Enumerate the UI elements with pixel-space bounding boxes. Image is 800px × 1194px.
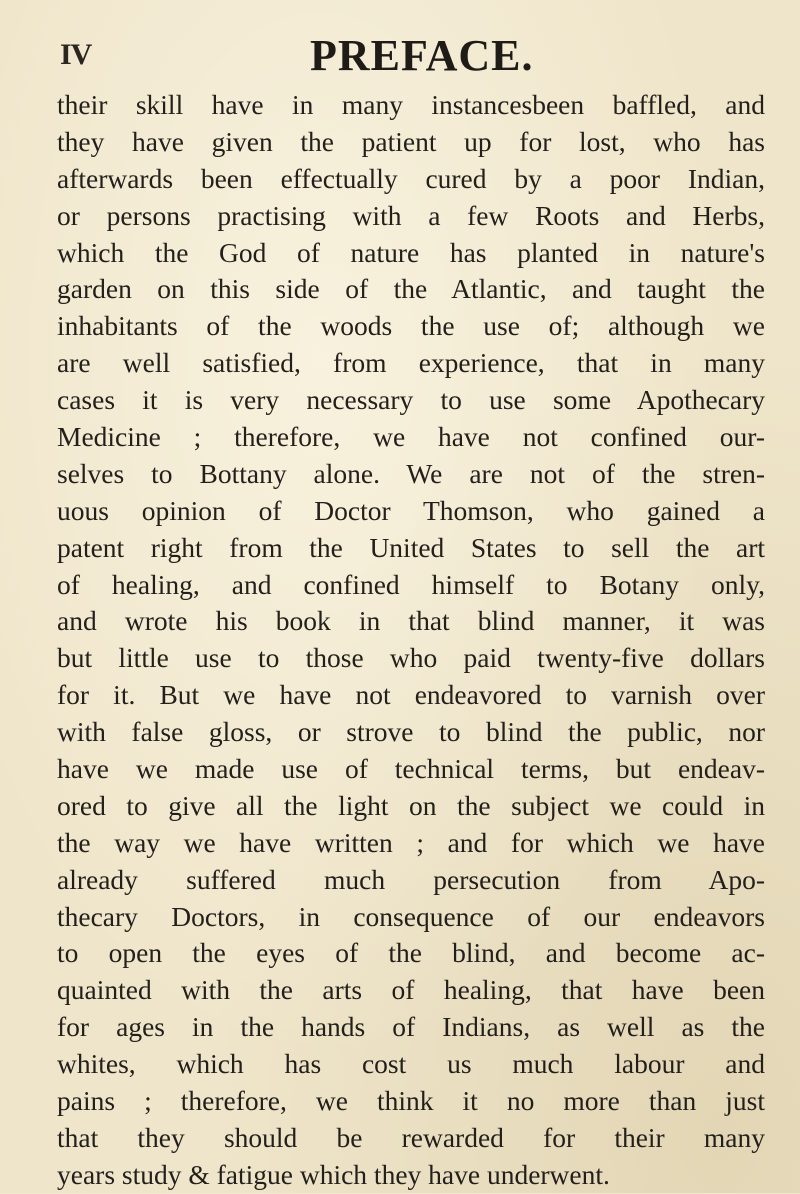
text-line: have we made use of technical terms, but endeav- — [57, 753, 765, 785]
text-line: and wrote his book in that blind manner, it was — [57, 605, 765, 637]
text-line: which the God of nature has planted in nature's — [57, 236, 765, 268]
text-line: for it. But we have not endeavored to varnish over — [57, 679, 765, 711]
text-line: afterwards been effectually cured by a poor Indian, — [57, 162, 765, 194]
text-line: pains ; therefore, we think it no more than just — [57, 1085, 765, 1117]
text-line: selves to Bottany alone. We are not of the stren- — [57, 457, 765, 489]
text-line: they have given the patient up for lost, who has — [57, 125, 765, 157]
text-line: are well satisfied, from experience, that in many — [57, 347, 765, 379]
text-line: the way we have written ; and for which we have — [57, 826, 765, 858]
text-line: already suffered much persecution from Apo- — [57, 863, 765, 895]
text-line: their skill have in many instancesbeen baffled, and — [57, 89, 765, 120]
page-number: IV — [60, 38, 92, 71]
text-line: to open the eyes of the blind, and become ac- — [57, 937, 765, 969]
text-line: for ages in the hands of Indians, as well as the — [57, 1011, 765, 1043]
text-line: with false gloss, or strove to blind the public, nor — [57, 716, 765, 748]
text-line: but little use to those who paid twenty-five dollars — [57, 642, 765, 674]
text-line: years study & fatigue which they have underwent. — [57, 1158, 610, 1190]
text-line: thecary Doctors, in consequence of our endeavors — [57, 900, 765, 932]
text-line: of healing, and confined himself to Botany only, — [57, 568, 765, 600]
text-line: that they should be rewarded for their many — [57, 1121, 765, 1153]
text-line: cases it is very necessary to use some Apothecary — [57, 384, 765, 416]
text-line: ored to give all the light on the subject we could in — [57, 789, 765, 821]
text-line: garden on this side of the Atlantic, and taught the — [57, 273, 765, 305]
text-line: Medicine ; therefore, we have not confined our- — [57, 421, 765, 453]
text-line: whites, which has cost us much labour and — [57, 1048, 765, 1080]
text-line: quainted with the arts of healing, that have been — [57, 974, 765, 1006]
text-line: uous opinion of Doctor Thomson, who gained a — [57, 494, 765, 526]
running-title: PREFACE. — [310, 31, 534, 80]
text-line: inhabitants of the woods the use of; although we — [57, 310, 765, 342]
body-text — [57, 87, 765, 1194]
text-line: patent right from the United States to sell the art — [57, 531, 765, 563]
text-line: or persons practising with a few Roots and Herbs, — [57, 199, 765, 231]
page-header — [60, 26, 760, 86]
